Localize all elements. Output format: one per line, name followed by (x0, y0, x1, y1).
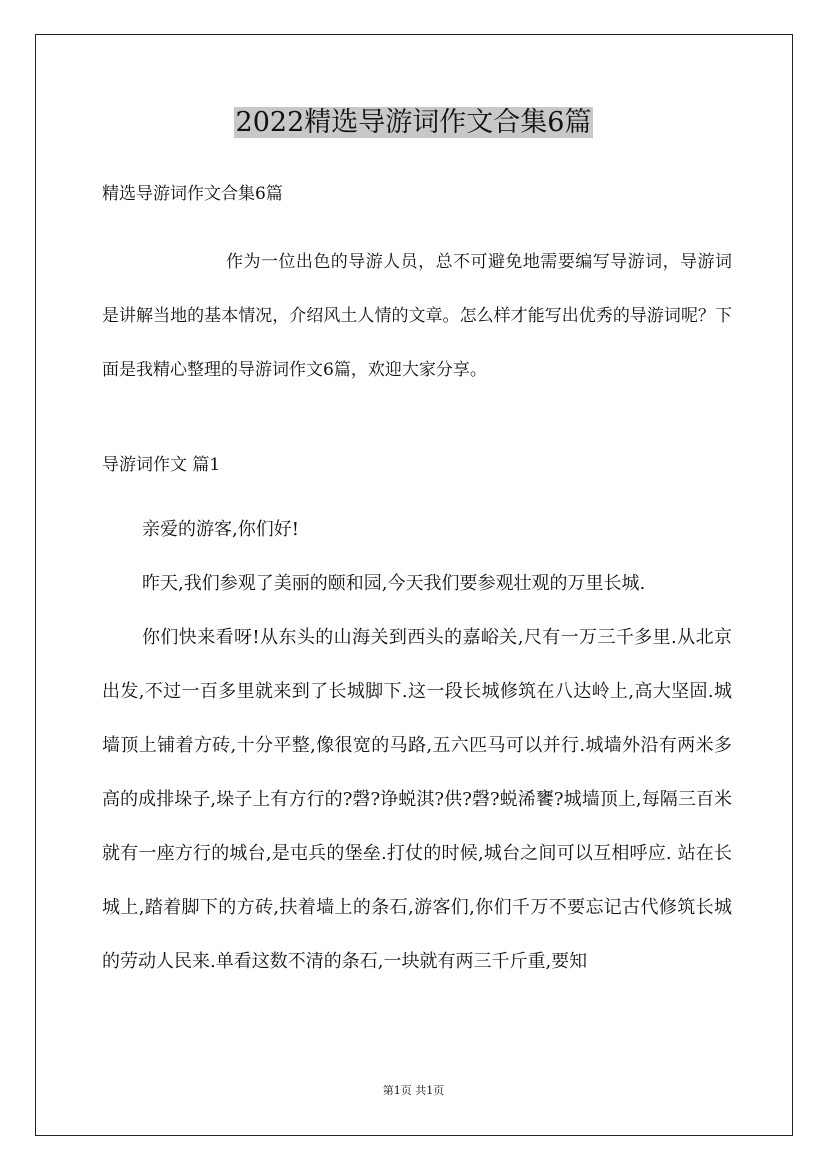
body-paragraph-yesterday: 昨天,我们参观了美丽的颐和园,今天我们要参观壮观的万里长城. (142, 573, 646, 594)
document-title-text: 2022精选导游词作文合集6篇 (235, 107, 592, 138)
section-heading: 导游词作文 篇1 (102, 455, 221, 475)
body-paragraph-greeting: 亲爱的游客,你们好! (142, 519, 299, 540)
body-paragraph-great-wall: 你们快来看呀!从东头的山海关到西头的嘉峪关,尺有一万三千多里.从北京出发,不过一百多里就来到了长城脚下.这一段长城修筑在八达岭上,高大坚固.城墙顶上铺着方砖,十分平整,像很宽的马路,五六匹马可以并行.城墙外沿有两米多高的成排垛子,垛子上有方行的?磬?诤蜕淇?供?磬?蜕浠饔?城墙顶上,每隔三百米就有一座方行的城台,是屯兵的堡垒.打仗的时候,城台之间可以互相呼应. 站在长城上,踏着脚下的方砖,扶着墙上的条石,游客们,你们千万不要忘记古代修筑长城的劳动人民来.单看这数不清的条石,一块就有两三千斤重,要知 (102, 627, 732, 972)
intro-paragraph: 作为一位出色的导游人员，总不可避免地需要编写导游词，导游词是讲解当地的基本情况，介绍风土人情的文章。怎么样才能写出优秀的导游词呢？下面是我精心整理的导游词作文6篇，欢迎大家分享。 (102, 252, 732, 380)
document-subtitle: 精选导游词作文合集6篇 (102, 184, 283, 204)
page-number-footer: 第1页 共1页 (382, 1084, 445, 1097)
document-title (0, 104, 827, 142)
